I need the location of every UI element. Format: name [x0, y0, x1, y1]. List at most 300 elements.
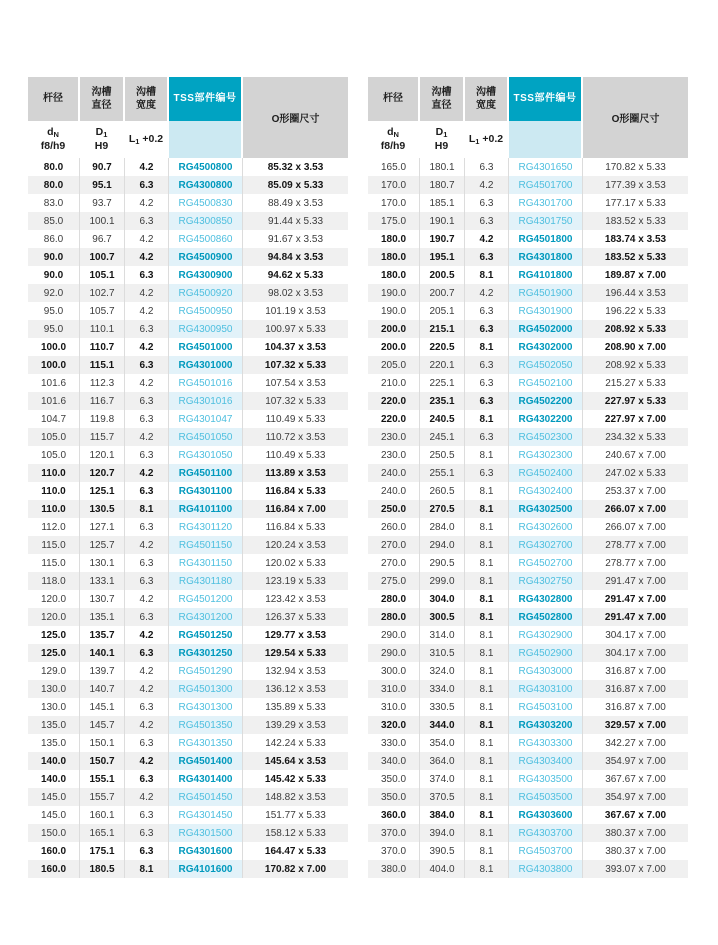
table-row	[368, 572, 688, 590]
part-number-link[interactable]: RG4301047	[169, 410, 243, 428]
part-number-link[interactable]: RG4302300	[509, 446, 583, 464]
oring-size-cell: 113.89 x 3.53	[243, 464, 348, 482]
rod-diameter-cell: 270.0	[368, 554, 420, 572]
table-row	[368, 662, 688, 680]
table-row	[28, 536, 348, 554]
rod-diameter-cell: 110.0	[28, 464, 80, 482]
groove-width-cell: 8.1	[465, 662, 509, 680]
part-number-link[interactable]: RG4301750	[509, 212, 583, 230]
rod-diameter-cell: 190.0	[368, 302, 420, 320]
groove-diameter-cell: 225.1	[420, 374, 465, 392]
groove-diameter-cell: 270.5	[420, 500, 465, 518]
part-number-subheader-spacer	[509, 121, 583, 158]
groove-diameter-cell: 165.1	[80, 824, 125, 842]
rod-diameter-cell: 110.0	[28, 482, 80, 500]
groove-diameter-cell: 145.1	[80, 698, 125, 716]
oring-size-cell: 85.32 x 3.53	[267, 161, 324, 173]
groove-diameter-cell: 190.1	[420, 212, 465, 230]
oring-size-cell: 88.49 x 3.53	[267, 197, 324, 209]
part-number-link[interactable]: RG4301200	[169, 608, 243, 626]
groove-diameter-cell: 100.7	[80, 248, 125, 266]
part-number-link[interactable]: RG4301700	[509, 194, 583, 212]
part-number-link[interactable]: RG4300950	[169, 320, 243, 338]
groove-diameter-cell: 120.1	[80, 446, 125, 464]
groove-diameter-cell: 115.7	[80, 428, 125, 446]
rod-diameter-cell: 310.0	[368, 680, 420, 698]
rod-diameter-cell: 130.0	[28, 698, 80, 716]
rod-diameter-cell: 170.0	[368, 194, 420, 212]
part-number-link[interactable]: RG4501016	[169, 374, 243, 392]
part-number-link[interactable]: RG4300850	[169, 212, 243, 230]
table-row	[28, 770, 348, 788]
groove-width-cell: 4.2	[125, 752, 169, 770]
part-number-link[interactable]: RG4302400	[509, 482, 583, 500]
groove-width-cell: 6.3	[125, 554, 169, 572]
table-row	[28, 320, 348, 338]
groove-diameter-cell: 185.1	[420, 194, 465, 212]
part-number-link[interactable]: RG4500950	[169, 302, 243, 320]
table-row	[368, 626, 688, 644]
rod-diameter-cell: 145.0	[28, 788, 80, 806]
part-number-link[interactable]: RG4301180	[169, 572, 243, 590]
rod-diameter-cell: 105.0	[28, 446, 80, 464]
groove-diameter-cell: 130.7	[80, 590, 125, 608]
rod-diameter-cell: 170.0	[368, 176, 420, 194]
oring-size-cell: 135.89 x 5.33	[265, 701, 326, 713]
rod-diameter-cell: 340.0	[368, 752, 420, 770]
oring-size-cell: 367.67 x 7.00	[605, 773, 666, 785]
oring-size-cell: 132.94 x 3.53	[265, 665, 326, 677]
table-row	[368, 302, 688, 320]
rod-diameter-cell: 370.0	[368, 842, 420, 860]
oring-size-cell: 266.07 x 7.00	[605, 521, 666, 533]
oring-size-cell: 139.29 x 3.53	[243, 716, 348, 734]
part-number-link[interactable]: RG4101600	[169, 860, 243, 878]
part-number-link[interactable]: RG4301650	[509, 158, 583, 176]
rod-diameter-cell: 120.0	[28, 590, 80, 608]
oring-size-header: O形圈尺寸	[583, 77, 688, 158]
groove-diameter-cell: 112.3	[80, 374, 125, 392]
groove-diameter-cell: 116.7	[80, 392, 125, 410]
part-number-link[interactable]: RG4501700	[509, 176, 583, 194]
oring-size-cell: 116.84 x 5.33	[265, 485, 326, 497]
table-row	[368, 374, 688, 392]
rod-diameter-cell: 140.0	[28, 770, 80, 788]
part-number-link[interactable]: RG4501350	[169, 716, 243, 734]
table-row	[368, 860, 688, 878]
groove-width-header: 沟槽 宽度	[125, 77, 169, 121]
table-row	[28, 230, 348, 248]
part-number-link[interactable]: RG4502300	[509, 428, 583, 446]
part-number-link[interactable]: RG4301450	[169, 806, 243, 824]
part-number-link[interactable]: RG4502000	[509, 320, 583, 338]
rod-diameter-header: 杆径	[368, 77, 420, 121]
groove-width-cell: 8.1	[465, 860, 509, 878]
groove-width-cell: 4.2	[125, 158, 169, 176]
groove-width-cell: 6.3	[125, 572, 169, 590]
rod-diameter-cell: 135.0	[28, 734, 80, 752]
groove-width-cell: 6.3	[125, 320, 169, 338]
rod-diameter-cell: 260.0	[368, 518, 420, 536]
groove-diameter-cell: 155.7	[80, 788, 125, 806]
table-row	[28, 644, 348, 662]
groove-width-cell: 8.1	[125, 500, 169, 518]
part-number-link[interactable]: RG4501150	[169, 536, 243, 554]
groove-diameter-header: 沟槽 直径	[80, 77, 125, 121]
groove-width-cell: 8.1	[465, 536, 509, 554]
rod-diameter-cell: 220.0	[368, 392, 420, 410]
part-number-link[interactable]: RG4301100	[169, 482, 243, 500]
part-number-link[interactable]: RG4503100	[509, 698, 583, 716]
part-number-link[interactable]: RG4303400	[509, 752, 583, 770]
oring-size-cell: 91.44 x 5.33	[243, 212, 348, 230]
groove-width-cell: 8.1	[465, 788, 509, 806]
groove-width-cell: 4.2	[125, 590, 169, 608]
rod-diameter-cell: 115.0	[28, 536, 80, 554]
groove-diameter-cell: 324.0	[420, 662, 465, 680]
part-number-link[interactable]: RG4302500	[509, 500, 583, 518]
groove-diameter-cell: 105.7	[80, 302, 125, 320]
groove-width-cell: 6.3	[465, 212, 509, 230]
table-row	[28, 608, 348, 626]
part-number-link[interactable]: RG4500800	[169, 158, 243, 176]
part-number-link[interactable]: RG4502700	[509, 554, 583, 572]
groove-width-cell: 4.2	[125, 194, 169, 212]
groove-diameter-cell: 145.7	[80, 716, 125, 734]
groove-width-cell: 6.3	[125, 482, 169, 500]
part-number-link[interactable]: RG4502800	[509, 608, 583, 626]
oring-size-cell: 164.47 x 5.33	[264, 845, 327, 857]
oring-size-header: O形圈尺寸	[243, 77, 348, 158]
oring-size-cell: 107.54 x 3.53	[265, 377, 326, 389]
part-number-link[interactable]: RG4500860	[169, 230, 243, 248]
groove-diameter-cell: 125.7	[80, 536, 125, 554]
oring-size-cell: 240.67 x 7.00	[605, 449, 666, 461]
table-row	[28, 212, 348, 230]
table-row	[368, 824, 688, 842]
rod-diameter-cell: 205.0	[368, 356, 420, 374]
part-number-link[interactable]: RG4501300	[169, 680, 243, 698]
groove-width-cell: 6.3	[465, 194, 509, 212]
oring-size-cell: 291.47 x 7.00	[583, 608, 688, 626]
part-number-link[interactable]: RG4501050	[169, 428, 243, 446]
groove-diameter-cell: 133.1	[80, 572, 125, 590]
part-number-link[interactable]: RG4301500	[169, 824, 243, 842]
part-number-link[interactable]: RG4300900	[169, 266, 243, 284]
oring-size-cell: 247.02 x 5.33	[583, 464, 688, 482]
groove-diameter-cell: 102.7	[80, 284, 125, 302]
part-number-link[interactable]: RG4303100	[509, 680, 583, 698]
part-number-link[interactable]: RG4503500	[509, 788, 583, 806]
part-number-link[interactable]: RG4301120	[169, 518, 243, 536]
rod-diameter-header: 杆径	[28, 77, 80, 121]
groove-diameter-cell: 215.1	[420, 320, 465, 338]
dn-tolerance-subheader: $d_N$ f8/h9	[368, 121, 420, 158]
part-number-link[interactable]: RG4502100	[509, 374, 583, 392]
part-number-link[interactable]: RG4503700	[509, 842, 583, 860]
part-number-link[interactable]: RG4302800	[509, 590, 583, 608]
groove-diameter-cell: 310.5	[420, 644, 465, 662]
part-number-link[interactable]: RG4303000	[509, 662, 583, 680]
groove-diameter-cell: 139.7	[80, 662, 125, 680]
part-number-link[interactable]: RG4501250	[169, 626, 243, 644]
groove-width-cell: 6.3	[125, 734, 169, 752]
part-number-link[interactable]: RG4501100	[169, 464, 243, 482]
part-number-link[interactable]: RG4502200	[509, 392, 583, 410]
oring-size-cell: 151.77 x 5.33	[265, 809, 326, 821]
groove-diameter-cell: 294.0	[420, 536, 465, 554]
oring-size-cell: 94.62 x 5.33	[267, 269, 324, 281]
table-row	[368, 770, 688, 788]
groove-diameter-cell: 140.1	[80, 644, 125, 662]
rod-diameter-cell: 110.0	[28, 500, 80, 518]
groove-width-cell: 8.1	[465, 716, 509, 734]
oring-size-cell: 91.67 x 3.53	[267, 233, 324, 245]
oring-size-cell: 183.52 x 5.33	[583, 248, 688, 266]
table-row	[368, 464, 688, 482]
table-row	[28, 446, 348, 464]
oring-size-cell: 253.37 x 7.00	[605, 485, 666, 497]
groove-width-cell: 6.3	[465, 392, 509, 410]
groove-diameter-cell: 135.1	[80, 608, 125, 626]
part-number-link[interactable]: RG4302900	[509, 626, 583, 644]
table-row	[368, 680, 688, 698]
part-number-link[interactable]: RG4501450	[169, 788, 243, 806]
oring-size-cell: 136.12 x 3.53	[243, 680, 348, 698]
oring-size-cell: 304.17 x 7.00	[583, 644, 688, 662]
part-number-link[interactable]: RG4501800	[509, 230, 583, 248]
part-number-link[interactable]: RG4302750	[509, 572, 583, 590]
part-number-link[interactable]: RG4501900	[509, 284, 583, 302]
table-row	[28, 464, 348, 482]
rod-diameter-cell: 250.0	[368, 500, 420, 518]
oring-size-cell: 380.37 x 7.00	[605, 845, 666, 857]
table-row	[28, 788, 348, 806]
part-number-link[interactable]: RG4303300	[509, 734, 583, 752]
part-number-link[interactable]: RG4301050	[169, 446, 243, 464]
part-number-link[interactable]: RG4303800	[509, 860, 583, 878]
oring-size-cell: 170.82 x 7.00	[243, 860, 348, 878]
part-number-link[interactable]: RG4101800	[509, 266, 583, 284]
oring-size-cell: 183.52 x 5.33	[583, 212, 688, 230]
rod-diameter-cell: 175.0	[368, 212, 420, 230]
part-number-link[interactable]: RG4301600	[169, 842, 243, 860]
part-number-link[interactable]: RG4502400	[509, 464, 583, 482]
oring-size-cell: 329.57 x 7.00	[583, 716, 688, 734]
table-row	[368, 500, 688, 518]
rod-diameter-cell: 280.0	[368, 590, 420, 608]
part-number-link[interactable]: RG4302000	[509, 338, 583, 356]
groove-diameter-cell: 304.0	[420, 590, 465, 608]
part-number-link[interactable]: RG4500920	[169, 284, 243, 302]
groove-width-cell: 4.2	[465, 284, 509, 302]
groove-diameter-cell: 334.0	[420, 680, 465, 698]
table-row	[368, 176, 688, 194]
table-row	[368, 428, 688, 446]
oring-size-cell: 342.27 x 7.00	[605, 737, 666, 749]
groove-width-cell: 4.2	[125, 626, 169, 644]
groove-width-cell: 6.3	[465, 248, 509, 266]
table-row	[28, 194, 348, 212]
groove-diameter-cell: 205.1	[420, 302, 465, 320]
rod-diameter-cell: 380.0	[368, 860, 420, 878]
groove-width-cell: 8.1	[125, 860, 169, 878]
oring-size-cell: 110.49 x 5.33	[265, 449, 326, 461]
groove-width-cell: 6.3	[125, 410, 169, 428]
part-number-link[interactable]: RG4301300	[169, 698, 243, 716]
groove-width-cell: 4.2	[125, 374, 169, 392]
groove-diameter-cell: 195.1	[420, 248, 465, 266]
table-row	[28, 482, 348, 500]
groove-width-cell: 4.2	[125, 284, 169, 302]
part-number-link[interactable]: RG4502050	[509, 356, 583, 374]
table-row	[28, 824, 348, 842]
rod-diameter-cell: 160.0	[28, 842, 80, 860]
part-number-link[interactable]: RG4301900	[509, 302, 583, 320]
part-number-link[interactable]: RG4301000	[169, 356, 243, 374]
groove-width-cell: 8.1	[465, 590, 509, 608]
table-row	[368, 338, 688, 356]
groove-diameter-cell: 120.7	[80, 464, 125, 482]
groove-diameter-cell: 190.7	[420, 230, 465, 248]
rod-diameter-cell: 129.0	[28, 662, 80, 680]
oring-size-cell: 354.97 x 7.00	[583, 752, 688, 770]
part-number-link[interactable]: RG4501000	[169, 338, 243, 356]
table-row	[368, 716, 688, 734]
table-row	[368, 644, 688, 662]
part-number-link[interactable]: RG4301016	[169, 392, 243, 410]
table-header	[368, 77, 688, 158]
groove-width-cell: 6.3	[125, 446, 169, 464]
groove-diameter-cell: 155.1	[80, 770, 125, 788]
groove-width-cell: 6.3	[125, 842, 169, 860]
part-number-link[interactable]: RG4301150	[169, 554, 243, 572]
groove-width-cell: 8.1	[465, 680, 509, 698]
groove-diameter-cell: 130.1	[80, 554, 125, 572]
part-number-link[interactable]: RG4303500	[509, 770, 583, 788]
oring-size-cell: 116.84 x 5.33	[265, 521, 326, 533]
l1-tolerance-subheader: $L_1 +0.2$	[465, 121, 509, 158]
part-number-link[interactable]: RG4301400	[169, 770, 243, 788]
groove-width-cell: 6.3	[465, 356, 509, 374]
rod-diameter-cell: 320.0	[368, 716, 420, 734]
groove-width-cell: 4.2	[125, 464, 169, 482]
table-row	[28, 284, 348, 302]
groove-width-cell: 6.3	[465, 428, 509, 446]
part-number-subheader-spacer	[169, 121, 243, 158]
part-number-link[interactable]: RG4300800	[169, 176, 243, 194]
groove-diameter-cell: 344.0	[420, 716, 465, 734]
table-row	[368, 266, 688, 284]
oring-size-cell: 208.92 x 5.33	[583, 356, 688, 374]
part-number-link[interactable]: RG4303700	[509, 824, 583, 842]
groove-diameter-cell: 180.1	[420, 158, 465, 176]
groove-width-cell: 4.2	[125, 248, 169, 266]
part-number-link[interactable]: RG4501290	[169, 662, 243, 680]
part-number-link[interactable]: RG4302200	[509, 410, 583, 428]
table-row	[28, 860, 348, 878]
groove-diameter-cell: 330.5	[420, 698, 465, 716]
oring-size-cell: 129.77 x 3.53	[264, 629, 327, 641]
table-row	[368, 356, 688, 374]
table-row	[368, 392, 688, 410]
groove-width-cell: 8.1	[465, 518, 509, 536]
groove-width-cell: 6.3	[125, 770, 169, 788]
part-number-link[interactable]: RG4501200	[169, 590, 243, 608]
groove-diameter-cell: 115.1	[80, 356, 125, 374]
groove-diameter-header: 沟槽 直径	[420, 77, 465, 121]
table-body	[368, 158, 688, 878]
oring-size-cell: 215.27 x 5.33	[605, 377, 666, 389]
part-number-link[interactable]: RG4302600	[509, 518, 583, 536]
rod-diameter-cell: 350.0	[368, 788, 420, 806]
rod-diameter-cell: 83.0	[28, 194, 80, 212]
part-number-link[interactable]: RG4501400	[169, 752, 243, 770]
groove-width-cell: 6.3	[125, 824, 169, 842]
oring-size-cell: 189.87 x 7.00	[604, 269, 667, 281]
groove-width-cell: 4.2	[125, 716, 169, 734]
groove-width-cell: 6.3	[465, 158, 509, 176]
spec-table-right	[368, 77, 688, 878]
oring-size-cell: 145.64 x 3.53	[243, 752, 348, 770]
groove-width-cell: 6.3	[125, 644, 169, 662]
table-row	[368, 554, 688, 572]
table-row	[28, 248, 348, 266]
table-row	[368, 536, 688, 554]
oring-size-cell: 380.37 x 7.00	[583, 824, 688, 842]
part-number-link[interactable]: RG4301250	[169, 644, 243, 662]
oring-size-cell: 196.22 x 5.33	[605, 305, 666, 317]
groove-diameter-cell: 100.1	[80, 212, 125, 230]
oring-size-cell: 234.32 x 5.33	[583, 428, 688, 446]
oring-size-cell: 100.97 x 5.33	[243, 320, 348, 338]
part-number-link[interactable]: RG4502900	[509, 644, 583, 662]
groove-width-cell: 8.1	[465, 410, 509, 428]
rod-diameter-cell: 145.0	[28, 806, 80, 824]
rod-diameter-cell: 120.0	[28, 608, 80, 626]
groove-width-cell: 8.1	[465, 842, 509, 860]
groove-width-cell: 4.2	[125, 536, 169, 554]
part-number-link[interactable]: RG4302700	[509, 536, 583, 554]
rod-diameter-cell: 165.0	[368, 158, 420, 176]
rod-diameter-cell: 200.0	[368, 338, 420, 356]
groove-width-cell: 4.2	[125, 788, 169, 806]
part-number-link[interactable]: RG4303600	[509, 806, 583, 824]
groove-diameter-cell: 180.5	[80, 860, 125, 878]
part-number-link[interactable]: RG4500830	[169, 194, 243, 212]
table-row	[28, 518, 348, 536]
part-number-link[interactable]: RG4303200	[509, 716, 583, 734]
part-number-link[interactable]: RG4101100	[169, 500, 243, 518]
part-number-link[interactable]: RG4500900	[169, 248, 243, 266]
groove-diameter-cell: 96.7	[80, 230, 125, 248]
table-row	[368, 752, 688, 770]
oring-size-cell: 177.39 x 3.53	[583, 176, 688, 194]
groove-diameter-cell: 180.7	[420, 176, 465, 194]
groove-diameter-cell: 200.7	[420, 284, 465, 302]
table-row	[28, 158, 348, 176]
groove-width-cell: 8.1	[465, 572, 509, 590]
groove-diameter-cell: 394.0	[420, 824, 465, 842]
groove-width-cell: 6.3	[465, 464, 509, 482]
rod-diameter-cell: 118.0	[28, 572, 80, 590]
part-number-link[interactable]: RG4301800	[509, 248, 583, 266]
groove-width-cell: 6.3	[125, 698, 169, 716]
spec-table-left	[28, 77, 348, 878]
rod-diameter-cell: 275.0	[368, 572, 420, 590]
groove-width-cell: 6.3	[125, 266, 169, 284]
part-number-link[interactable]: RG4301350	[169, 734, 243, 752]
